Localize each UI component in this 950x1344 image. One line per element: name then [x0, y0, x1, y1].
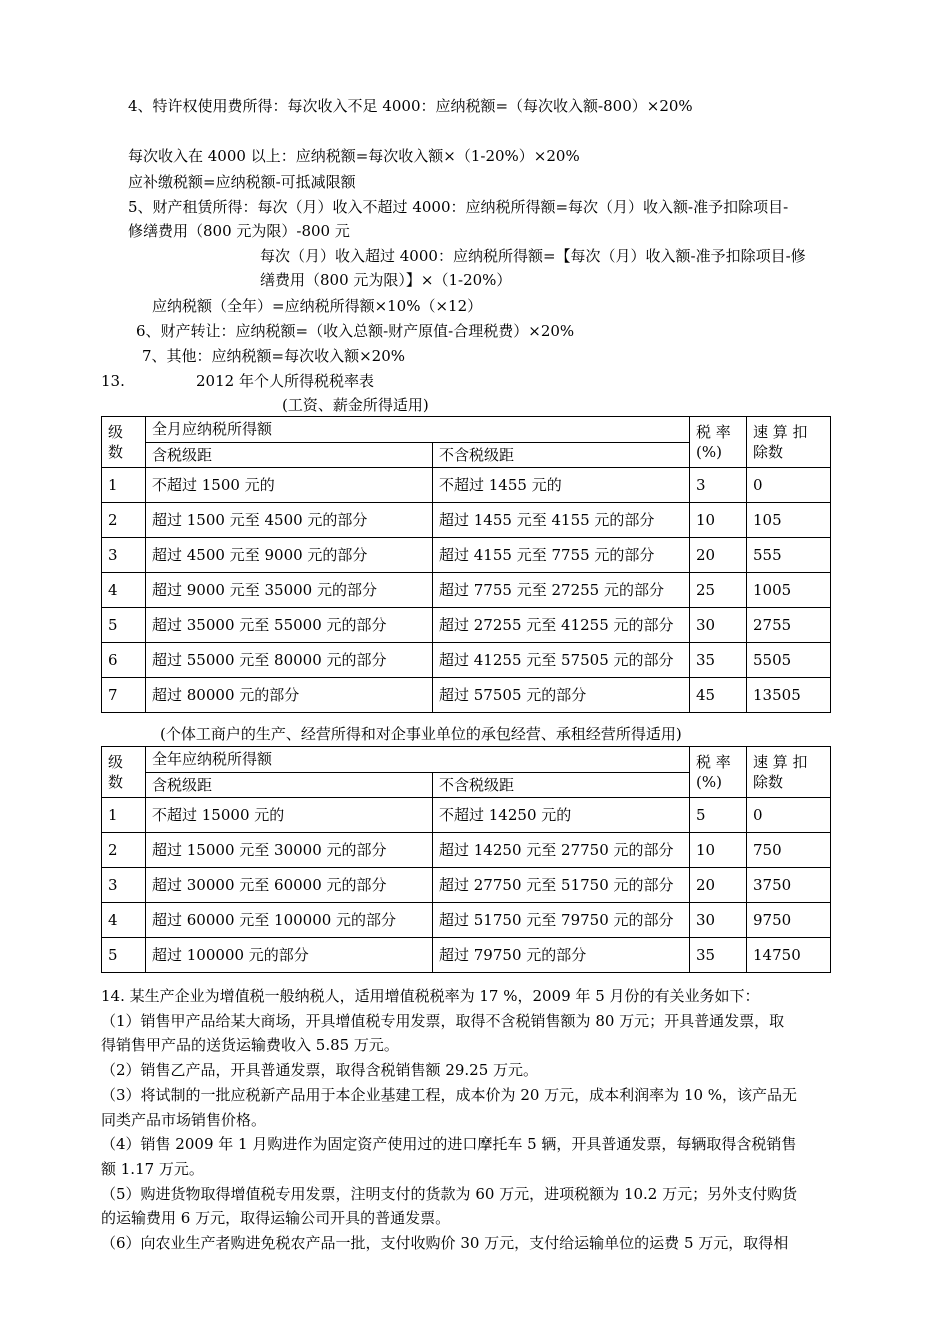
- cell-rate: 30: [690, 903, 747, 938]
- cell-level: 7: [102, 678, 146, 713]
- cell-level: 4: [102, 573, 146, 608]
- cell-incl: 超过 60000 元至 100000 元的部分: [146, 903, 433, 938]
- table-row: [102, 643, 831, 678]
- cell-excl: 超过 27750 元至 51750 元的部分: [433, 868, 690, 903]
- cell-excl: 超过 41255 元至 57505 元的部分: [433, 643, 690, 678]
- text-line: 7、其他：应纳税额=每次收入额×20%: [142, 347, 406, 365]
- cell-excl: 超过 7755 元至 27255 元的部分: [433, 573, 690, 608]
- cell-rate: 10: [690, 833, 747, 868]
- cell-incl: 超过 30000 元至 60000 元的部分: [146, 868, 433, 903]
- text-line: 缮费用（800 元为限）】×（1-20%）: [260, 271, 512, 289]
- table-row: [102, 608, 831, 643]
- cell-incl: 超过 55000 元至 80000 元的部分: [146, 643, 433, 678]
- question-text: （4）销售 2009 年 1 月购进作为固定资产使用过的进口摩托车 5 辆，开具普通发票，每辆取得含税销售: [101, 1135, 797, 1153]
- cell-incl: 超过 1500 元至 4500 元的部分: [146, 503, 433, 538]
- cell-level: 1: [102, 798, 146, 833]
- cell-level: 5: [102, 608, 146, 643]
- cell-rate: 35: [690, 938, 747, 973]
- header-incl: 含税级距: [146, 772, 433, 798]
- header-rate: 税 率 (%): [690, 747, 747, 798]
- question-text: 同类产品市场销售价格。: [101, 1111, 267, 1129]
- text-line: 5、财产租赁所得：每次（月）收入不超过 4000：应纳税所得额=每次（月）收入额-准予扣除项目-: [128, 198, 789, 216]
- cell-rate: 5: [690, 798, 747, 833]
- cell-deduction: 0: [747, 798, 831, 833]
- text-line: 应补缴税额=应纳税额-可抵减限额: [128, 173, 356, 191]
- table-row: [102, 573, 831, 608]
- table-title: 2012 年个人所得税税率表: [196, 372, 374, 390]
- cell-deduction: 1005: [747, 573, 831, 608]
- header-deduction: 速 算 扣 除数: [747, 417, 831, 468]
- cell-deduction: 555: [747, 538, 831, 573]
- text-line: 每次（月）收入超过 4000：应纳税所得额=【每次（月）收入额-准予扣除项目-修: [260, 247, 806, 265]
- header-income: 全月应纳税所得额: [146, 417, 690, 443]
- cell-incl: 不超过 15000 元的: [146, 798, 433, 833]
- table-subtitle: (个体工商户的生产、经营所得和对企事业单位的承包经营、承租经营所得适用): [160, 725, 682, 743]
- cell-excl: 超过 4155 元至 7755 元的部分: [433, 538, 690, 573]
- header-rate: 税 率 (%): [690, 417, 747, 468]
- question-text: （1）销售甲产品给某大商场，开具增值税专用发票，取得不含税销售额为 80 万元；开具普通发票，取: [101, 1012, 785, 1030]
- cell-incl: 不超过 1500 元的: [146, 468, 433, 503]
- question-text: （2）销售乙产品，开具普通发票，取得含税销售额 29.25 万元。: [101, 1061, 539, 1079]
- table-row: [102, 938, 831, 973]
- question-text: 额 1.17 万元。: [101, 1160, 204, 1178]
- cell-excl: 超过 27255 元至 41255 元的部分: [433, 608, 690, 643]
- item-number: 13.: [101, 372, 125, 390]
- table-row: [102, 833, 831, 868]
- header-deduction: 速 算 扣 除数: [747, 747, 831, 798]
- cell-rate: 20: [690, 868, 747, 903]
- cell-excl: 超过 57505 元的部分: [433, 678, 690, 713]
- tax-rate-table-business: [101, 746, 831, 973]
- cell-level: 5: [102, 938, 146, 973]
- cell-excl: 超过 14250 元至 27750 元的部分: [433, 833, 690, 868]
- text-line: 每次收入在 4000 以上：应纳税额=每次收入额×（1-20%）×20%: [128, 147, 580, 165]
- cell-rate: 45: [690, 678, 747, 713]
- cell-deduction: 2755: [747, 608, 831, 643]
- text-line: 6、财产转让：应纳税额=（收入总额-财产原值-合理税费）×20%: [136, 322, 575, 340]
- cell-incl: 超过 9000 元至 35000 元的部分: [146, 573, 433, 608]
- header-income: 全年应纳税所得额: [146, 747, 690, 773]
- cell-level: 2: [102, 503, 146, 538]
- question-text: （6）向农业生产者购进免税农产品一批，支付收购价 30 万元，支付给运输单位的运费 5 万元，取得相: [101, 1234, 789, 1252]
- table-row: [102, 868, 831, 903]
- table-row: [102, 903, 831, 938]
- table-row: [102, 468, 831, 503]
- cell-deduction: 14750: [747, 938, 831, 973]
- question-text: 的运输费用 6 万元，取得运输公司开具的普通发票。: [101, 1209, 451, 1227]
- cell-rate: 3: [690, 468, 747, 503]
- cell-incl: 超过 80000 元的部分: [146, 678, 433, 713]
- cell-level: 3: [102, 868, 146, 903]
- header-excl: 不含税级距: [433, 772, 690, 798]
- question-text: （3）将试制的一批应税新产品用于本企业基建工程，成本价为 20 万元，成本利润率为 10 %，该产品无: [101, 1086, 798, 1104]
- cell-incl: 超过 15000 元至 30000 元的部分: [146, 833, 433, 868]
- cell-rate: 10: [690, 503, 747, 538]
- cell-deduction: 9750: [747, 903, 831, 938]
- table-row: [102, 538, 831, 573]
- cell-level: 1: [102, 468, 146, 503]
- cell-deduction: 105: [747, 503, 831, 538]
- cell-excl: 超过 1455 元至 4155 元的部分: [433, 503, 690, 538]
- cell-incl: 超过 100000 元的部分: [146, 938, 433, 973]
- cell-level: 4: [102, 903, 146, 938]
- header-incl: 含税级距: [146, 442, 433, 468]
- cell-deduction: 3750: [747, 868, 831, 903]
- cell-level: 3: [102, 538, 146, 573]
- question-text: 14. 某生产企业为增值税一般纳税人，适用增值税税率为 17 %，2009 年 5 月份的有关业务如下：: [101, 987, 760, 1005]
- cell-rate: 25: [690, 573, 747, 608]
- cell-rate: 30: [690, 608, 747, 643]
- header-level: 级 数: [102, 747, 146, 798]
- cell-deduction: 750: [747, 833, 831, 868]
- header-excl: 不含税级距: [433, 442, 690, 468]
- tax-rate-table-salary: [101, 416, 831, 713]
- table-row: [102, 678, 831, 713]
- cell-rate: 20: [690, 538, 747, 573]
- cell-excl: 不超过 14250 元的: [433, 798, 690, 833]
- cell-incl: 超过 4500 元至 9000 元的部分: [146, 538, 433, 573]
- table-row: [102, 503, 831, 538]
- cell-excl: 超过 79750 元的部分: [433, 938, 690, 973]
- text-line: 应纳税额（全年）=应纳税所得额×10%（×12）: [152, 297, 483, 315]
- table-row: [102, 798, 831, 833]
- cell-deduction: 13505: [747, 678, 831, 713]
- question-text: （5）购进货物取得增值税专用发票，注明支付的货款为 60 万元，进项税额为 10.2 万元；另外支付购货: [101, 1185, 798, 1203]
- text-line: 4、特许权使用费所得：每次收入不足 4000：应纳税额=（每次收入额-800）×20%: [128, 97, 693, 115]
- cell-rate: 35: [690, 643, 747, 678]
- text-line: 修缮费用（800 元为限）-800 元: [128, 222, 350, 240]
- question-text: 得销售甲产品的送货运输费收入 5.85 万元。: [101, 1036, 399, 1054]
- cell-deduction: 0: [747, 468, 831, 503]
- cell-level: 2: [102, 833, 146, 868]
- header-level: 级 数: [102, 417, 146, 468]
- cell-excl: 不超过 1455 元的: [433, 468, 690, 503]
- cell-incl: 超过 35000 元至 55000 元的部分: [146, 608, 433, 643]
- cell-excl: 超过 51750 元至 79750 元的部分: [433, 903, 690, 938]
- table-subtitle: (工资、薪金所得适用): [282, 396, 429, 414]
- cell-deduction: 5505: [747, 643, 831, 678]
- cell-level: 6: [102, 643, 146, 678]
